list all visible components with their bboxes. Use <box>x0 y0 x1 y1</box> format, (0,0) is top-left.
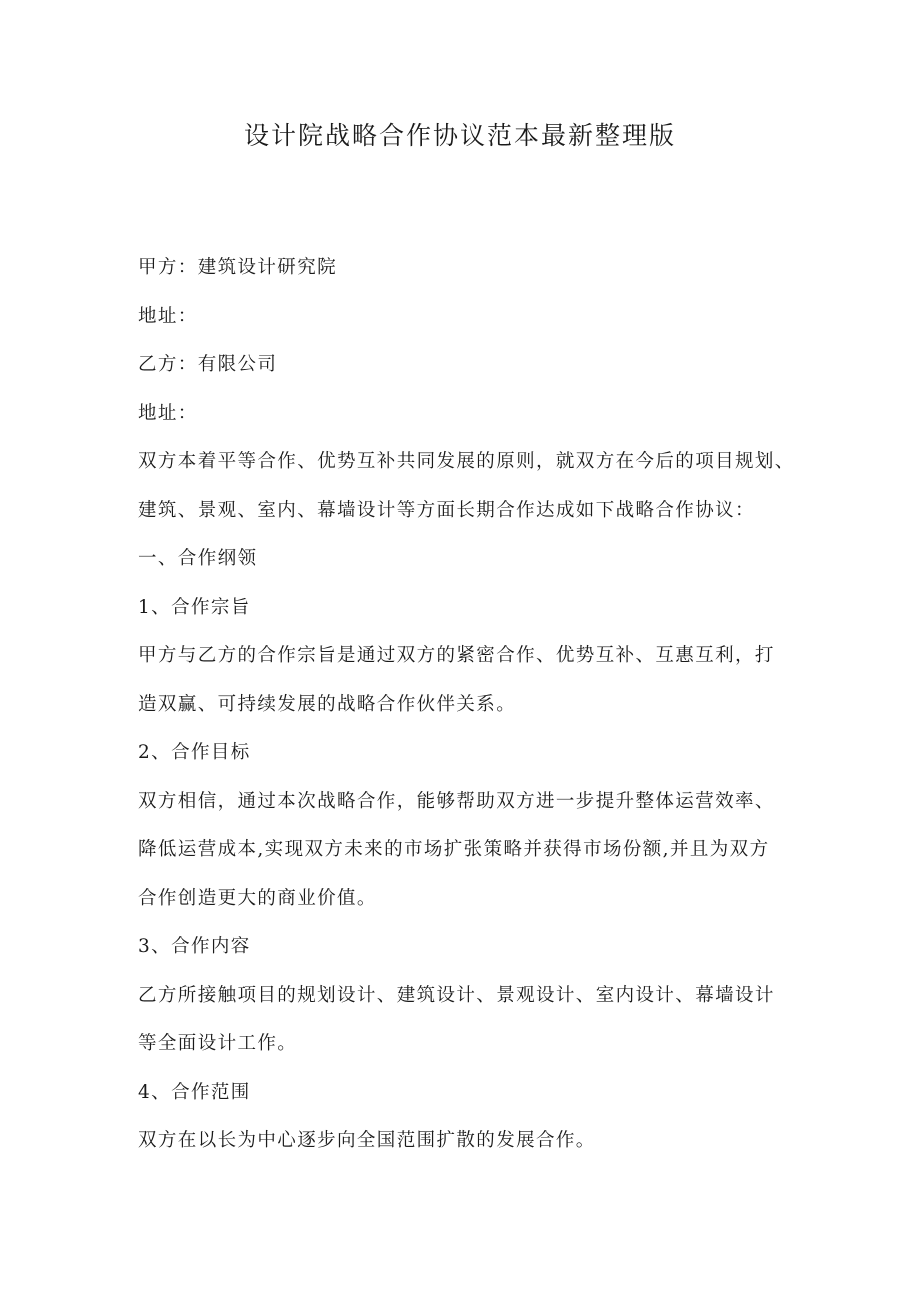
document-title: 设计院战略合作协议范本最新整理版 <box>243 121 676 150</box>
party-b-address-line: 地址： <box>138 402 198 424</box>
preamble-line-1: 双方本着平等合作、优势互补共同发展的原则，就双方在今后的项目规划、 <box>138 451 795 472</box>
subsection-heading-3: 3、合作内容 <box>138 936 251 957</box>
subsection-heading-2: 2、合作目标 <box>138 742 251 763</box>
section-heading-1: 一、合作纲领 <box>138 548 258 569</box>
content-line-1: 乙方所接触项目的规划设计、建筑设计、景观设计、室内设计、幕墙设计 <box>138 984 775 1006</box>
purpose-line-1: 甲方与乙方的合作宗旨是通过双方的紧密合作、优势互补、互惠互利，打 <box>138 645 775 666</box>
content-line-2: 等全面设计工作。 <box>138 1033 298 1054</box>
party-a-address-line: 地址： <box>138 305 198 327</box>
party-b-line: 乙方：有限公司 <box>138 354 278 375</box>
party-a-line: 甲方：建筑设计研究院 <box>138 257 338 278</box>
goal-line-2: 降低运营成本,实现双方未来的市场扩张策略并获得市场份额,并且为双方 <box>138 839 770 860</box>
preamble-line-2: 建筑、景观、室内、幕墙设计等方面长期合作达成如下战略合作协议： <box>138 499 755 521</box>
scope-line-1: 双方在以长为中心逐步向全国范围扩散的发展合作。 <box>138 1130 596 1151</box>
subsection-heading-1: 1、合作宗旨 <box>138 596 251 618</box>
purpose-line-2: 造双赢、可持续发展的战略合作伙伴关系。 <box>138 693 517 715</box>
goal-line-1: 双方相信，通过本次战略合作，能够帮助双方进一步提升整体运营效率、 <box>138 790 775 812</box>
goal-line-3: 合作创造更大的商业价值。 <box>138 887 377 909</box>
subsection-heading-4: 4、合作范围 <box>138 1081 251 1103</box>
document-body <box>138 244 798 1166</box>
